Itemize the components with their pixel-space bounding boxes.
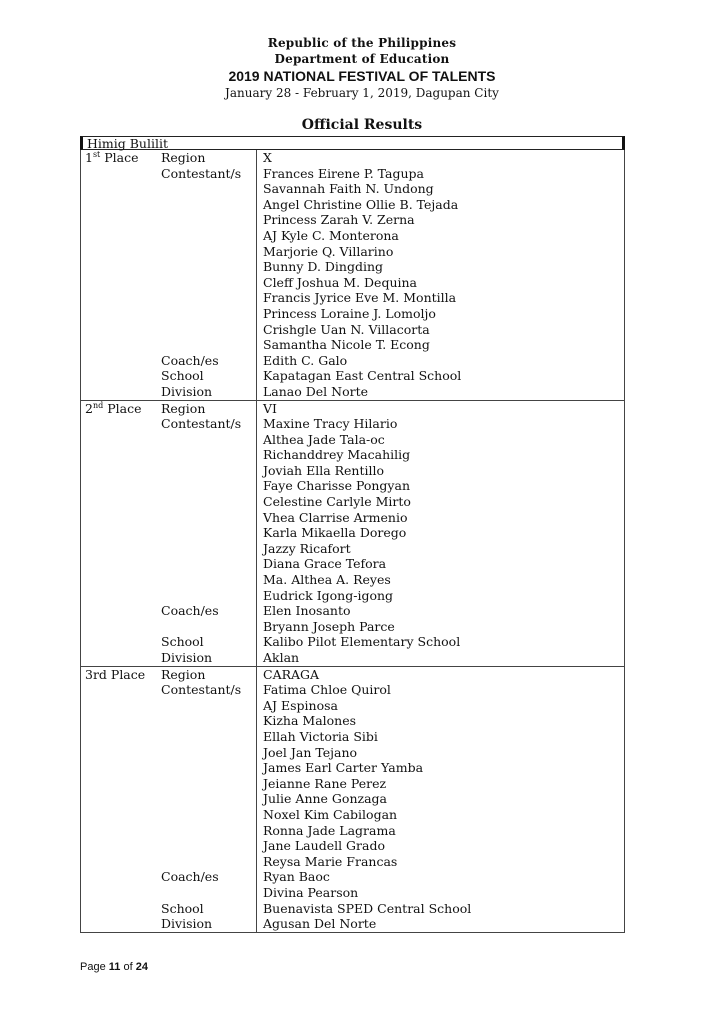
place-cell bbox=[81, 259, 161, 275]
table-row bbox=[81, 885, 624, 901]
table-row bbox=[81, 667, 624, 683]
table-row bbox=[81, 353, 624, 369]
field-label bbox=[161, 760, 256, 776]
region-value: CARAGA bbox=[263, 666, 320, 682]
of-word: of bbox=[123, 961, 133, 973]
table-row bbox=[81, 228, 624, 244]
contestant-name: Jane Laudell Grado bbox=[263, 838, 385, 854]
place-blocks bbox=[80, 150, 625, 933]
place-cell bbox=[81, 791, 161, 807]
division-name: Aklan bbox=[263, 650, 300, 665]
table-row bbox=[81, 384, 624, 400]
table-row bbox=[81, 416, 624, 432]
place-cell bbox=[81, 181, 161, 197]
field-label: Region bbox=[161, 666, 206, 682]
place-cell bbox=[81, 197, 161, 213]
region-value: VI bbox=[263, 400, 277, 416]
table-row bbox=[81, 541, 624, 557]
contestant-name: Noxel Kim Cabilogan bbox=[263, 806, 398, 822]
contestant-name: Reysa Marie Francas bbox=[263, 853, 398, 869]
coach-name: Bryann Joseph Parce bbox=[263, 618, 395, 634]
school-name: Buenavista SPED Central School bbox=[263, 900, 472, 916]
field-label: School bbox=[161, 368, 204, 384]
field-label bbox=[161, 525, 256, 541]
contestant-name: Julie Anne Gonzaga bbox=[263, 791, 387, 807]
field-label: Contestant/s bbox=[161, 682, 242, 698]
field-label bbox=[161, 713, 256, 729]
field-label bbox=[161, 478, 256, 494]
place-cell bbox=[81, 916, 161, 932]
coach-name: Elen Inosanto bbox=[263, 603, 351, 619]
contestant-name: Fatima Chloe Quirol bbox=[263, 682, 391, 698]
field-label bbox=[161, 228, 256, 244]
field-label bbox=[161, 322, 256, 338]
table-row bbox=[81, 760, 624, 776]
table-row bbox=[81, 368, 624, 384]
place-cell bbox=[81, 901, 161, 917]
field-label bbox=[161, 306, 256, 322]
place-cell bbox=[81, 416, 161, 432]
table-row bbox=[81, 556, 624, 572]
place-cell bbox=[81, 838, 161, 854]
table-row bbox=[81, 650, 624, 666]
table-row bbox=[81, 197, 624, 213]
page-total: 24 bbox=[135, 961, 148, 973]
field-label bbox=[161, 854, 256, 870]
place-cell bbox=[81, 556, 161, 572]
field-label: Coach/es bbox=[161, 603, 219, 619]
table-row bbox=[81, 745, 624, 761]
table-row bbox=[81, 306, 624, 322]
table-row bbox=[81, 166, 624, 182]
table-row bbox=[81, 807, 624, 823]
table-row bbox=[81, 729, 624, 745]
field-label bbox=[161, 572, 256, 588]
table-row bbox=[81, 337, 624, 353]
field-label bbox=[161, 244, 256, 260]
place-cell bbox=[81, 760, 161, 776]
contestant-name: Savannah Faith N. Undong bbox=[263, 181, 434, 197]
place-cell bbox=[81, 650, 161, 666]
place-cell bbox=[81, 432, 161, 448]
section-title: Official Results bbox=[301, 117, 423, 133]
place-cell bbox=[81, 306, 161, 322]
field-label: Coach/es bbox=[161, 352, 219, 368]
place-cell bbox=[81, 807, 161, 823]
table-row bbox=[81, 181, 624, 197]
place-cell bbox=[81, 368, 161, 384]
place-word: Place bbox=[100, 150, 139, 165]
contestant-name: Marjorie Q. Villarino bbox=[263, 243, 394, 259]
division-name: Agusan Del Norte bbox=[263, 916, 377, 932]
contestant-name: Joel Jan Tejano bbox=[263, 744, 358, 760]
place-cell bbox=[81, 322, 161, 338]
contestant-name: Eudrick Igong-igong bbox=[263, 587, 394, 603]
field-label: Contestant/s bbox=[161, 416, 242, 432]
table-row bbox=[81, 401, 624, 417]
place-cell bbox=[81, 228, 161, 244]
contestant-name: Richanddrey Macahilig bbox=[263, 447, 411, 463]
contestant-name: Faye Charisse Pongyan bbox=[263, 478, 410, 494]
table-row bbox=[81, 619, 624, 635]
place-number: 1 bbox=[85, 150, 93, 165]
place-cell bbox=[81, 290, 161, 306]
table-row bbox=[81, 698, 624, 714]
field-label: Contestant/s bbox=[161, 165, 242, 181]
field-label bbox=[161, 290, 256, 306]
field-label bbox=[161, 337, 256, 353]
division-name: Lanao Del Norte bbox=[263, 383, 369, 399]
place-cell bbox=[81, 244, 161, 260]
place-cell bbox=[81, 885, 161, 901]
table-row bbox=[81, 259, 624, 275]
table-row bbox=[81, 447, 624, 463]
table-row bbox=[81, 901, 624, 917]
place-cell bbox=[81, 478, 161, 494]
table-row bbox=[81, 916, 624, 932]
table-row bbox=[81, 634, 624, 650]
table-row bbox=[81, 494, 624, 510]
place-label bbox=[81, 150, 161, 166]
field-label bbox=[161, 259, 256, 275]
table-row bbox=[81, 463, 624, 479]
place-number: 2 bbox=[85, 400, 93, 416]
field-label bbox=[161, 745, 256, 761]
field-label: Region bbox=[161, 400, 206, 416]
field-label bbox=[161, 432, 256, 448]
place-cell bbox=[81, 510, 161, 526]
field-label bbox=[161, 463, 256, 479]
place-cell bbox=[81, 541, 161, 557]
contestant-name: Ronna Jade Lagrama bbox=[263, 822, 396, 838]
place-cell bbox=[81, 337, 161, 353]
contestant-name: Kizha Malones bbox=[263, 713, 357, 729]
table-row bbox=[81, 588, 624, 604]
table-row bbox=[81, 572, 624, 588]
contestant-name: Ma. Althea A. Reyes bbox=[263, 572, 391, 588]
table-row bbox=[81, 510, 624, 526]
field-label bbox=[161, 212, 256, 228]
contestant-name: Samantha Nicole T. Econg bbox=[263, 337, 430, 353]
table-row bbox=[81, 823, 624, 839]
table-row bbox=[81, 244, 624, 260]
contestant-name: Cleff Joshua M. Dequina bbox=[263, 274, 418, 290]
contestant-name: Bunny D. Dingding bbox=[263, 259, 384, 275]
contestant-name: Frances Eirene P. Tagupa bbox=[263, 165, 425, 181]
table-row bbox=[81, 791, 624, 807]
category-header: Himig Bulilit bbox=[80, 136, 625, 150]
contestant-name: Celestine Carlyle Mirto bbox=[263, 494, 411, 510]
place-cell bbox=[81, 869, 161, 885]
table-row bbox=[81, 838, 624, 854]
field-label: Region bbox=[161, 150, 206, 165]
department-line: Department of Education bbox=[274, 52, 450, 66]
republic-line: Republic of the Philippines bbox=[267, 36, 457, 50]
table-row bbox=[81, 776, 624, 792]
field-label bbox=[161, 275, 256, 291]
contestant-name: James Earl Carter Yamba bbox=[263, 760, 424, 776]
field-label bbox=[161, 541, 256, 557]
results-table bbox=[80, 136, 625, 933]
place-cell bbox=[81, 603, 161, 619]
field-label: Division bbox=[161, 650, 213, 665]
place-number: 3rd Place bbox=[85, 666, 146, 682]
table-row bbox=[81, 290, 624, 306]
page-current: 11 bbox=[108, 961, 121, 973]
page-footer bbox=[80, 961, 148, 973]
place-block bbox=[80, 667, 625, 933]
table-row bbox=[81, 322, 624, 338]
contestant-name: Joviah Ella Rentillo bbox=[263, 462, 385, 478]
region-value: X bbox=[263, 150, 272, 165]
place-cell bbox=[81, 447, 161, 463]
field-label: School bbox=[161, 634, 204, 650]
place-cell bbox=[81, 212, 161, 228]
place-cell bbox=[81, 353, 161, 369]
place-cell bbox=[81, 634, 161, 650]
place-block bbox=[80, 401, 625, 667]
contestant-name: Jazzy Ricafort bbox=[263, 540, 351, 556]
place-cell bbox=[81, 463, 161, 479]
contestant-name: Maxine Tracy Hilario bbox=[263, 416, 398, 432]
field-label bbox=[161, 181, 256, 197]
place-cell bbox=[81, 713, 161, 729]
field-label bbox=[161, 791, 256, 807]
contestant-name: Ellah Victoria Sibi bbox=[263, 728, 378, 744]
place-cell bbox=[81, 745, 161, 761]
event-title: 2019 NATIONAL FESTIVAL OF TALENTS bbox=[228, 68, 496, 84]
contestant-name: AJ Espinosa bbox=[263, 697, 338, 713]
coach-name: Edith C. Galo bbox=[263, 352, 348, 368]
place-cell bbox=[81, 275, 161, 291]
field-label bbox=[161, 729, 256, 745]
contestant-name: Princess Loraine J. Lomoljo bbox=[263, 305, 436, 321]
table-row bbox=[81, 432, 624, 448]
table-row bbox=[81, 150, 624, 166]
field-label bbox=[161, 619, 256, 635]
place-cell bbox=[81, 494, 161, 510]
field-label bbox=[161, 823, 256, 839]
field-label: Division bbox=[161, 916, 213, 932]
page-word: Page bbox=[80, 961, 106, 973]
table-row bbox=[81, 854, 624, 870]
contestant-name: Diana Grace Tefora bbox=[263, 556, 387, 572]
coach-name: Divina Pearson bbox=[263, 884, 359, 900]
school-name: Kalibo Pilot Elementary School bbox=[263, 634, 461, 650]
contestant-name: Princess Zarah V. Zerna bbox=[263, 212, 415, 228]
field-label: School bbox=[161, 900, 204, 916]
table-row bbox=[81, 525, 624, 541]
field-label bbox=[161, 838, 256, 854]
field-label bbox=[161, 494, 256, 510]
place-suffix: nd bbox=[92, 400, 104, 410]
place-cell bbox=[81, 619, 161, 635]
contestant-name: Angel Christine Ollie B. Tejada bbox=[263, 196, 459, 212]
field-label bbox=[161, 447, 256, 463]
field-label bbox=[161, 197, 256, 213]
place-cell bbox=[81, 572, 161, 588]
field-label bbox=[161, 698, 256, 714]
place-block bbox=[80, 150, 625, 401]
place-cell bbox=[81, 776, 161, 792]
field-label bbox=[161, 510, 256, 526]
place-cell bbox=[81, 823, 161, 839]
table-row bbox=[81, 682, 624, 698]
field-label bbox=[161, 556, 256, 572]
field-label: Coach/es bbox=[161, 869, 219, 885]
field-label bbox=[161, 885, 256, 901]
field-label bbox=[161, 776, 256, 792]
coach-name: Ryan Baoc bbox=[263, 869, 330, 885]
place-cell bbox=[81, 588, 161, 604]
table-row bbox=[81, 603, 624, 619]
place-cell bbox=[81, 729, 161, 745]
place-word: Place bbox=[103, 400, 142, 416]
place-cell bbox=[81, 682, 161, 698]
contestant-name: AJ Kyle C. Monterona bbox=[263, 227, 399, 243]
table-row bbox=[81, 212, 624, 228]
contestant-name: Vhea Clarrise Armenio bbox=[263, 509, 408, 525]
place-label bbox=[81, 401, 161, 417]
contestant-name: Karla Mikaella Dorego bbox=[263, 525, 407, 541]
contestant-name: Francis Jyrice Eve M. Montilla bbox=[263, 290, 457, 306]
table-row bbox=[81, 713, 624, 729]
field-label bbox=[161, 807, 256, 823]
event-dates: January 28 - February 1, 2019, Dagupan City bbox=[225, 86, 499, 100]
place-cell bbox=[81, 698, 161, 714]
contestant-name: Althea Jade Tala-oc bbox=[263, 431, 385, 447]
place-cell bbox=[81, 525, 161, 541]
school-name: Kapatagan East Central School bbox=[263, 368, 462, 384]
place-cell bbox=[81, 384, 161, 400]
table-row bbox=[81, 869, 624, 885]
contestant-name: Crishgle Uan N. Villacorta bbox=[263, 321, 430, 337]
place-suffix: st bbox=[92, 149, 101, 159]
place-cell bbox=[81, 854, 161, 870]
place-cell bbox=[81, 166, 161, 182]
field-label: Division bbox=[161, 383, 213, 399]
contestant-name: Jeianne Rane Perez bbox=[263, 775, 387, 791]
place-label bbox=[81, 667, 161, 683]
table-row bbox=[81, 478, 624, 494]
field-label bbox=[161, 588, 256, 604]
table-row bbox=[81, 275, 624, 291]
